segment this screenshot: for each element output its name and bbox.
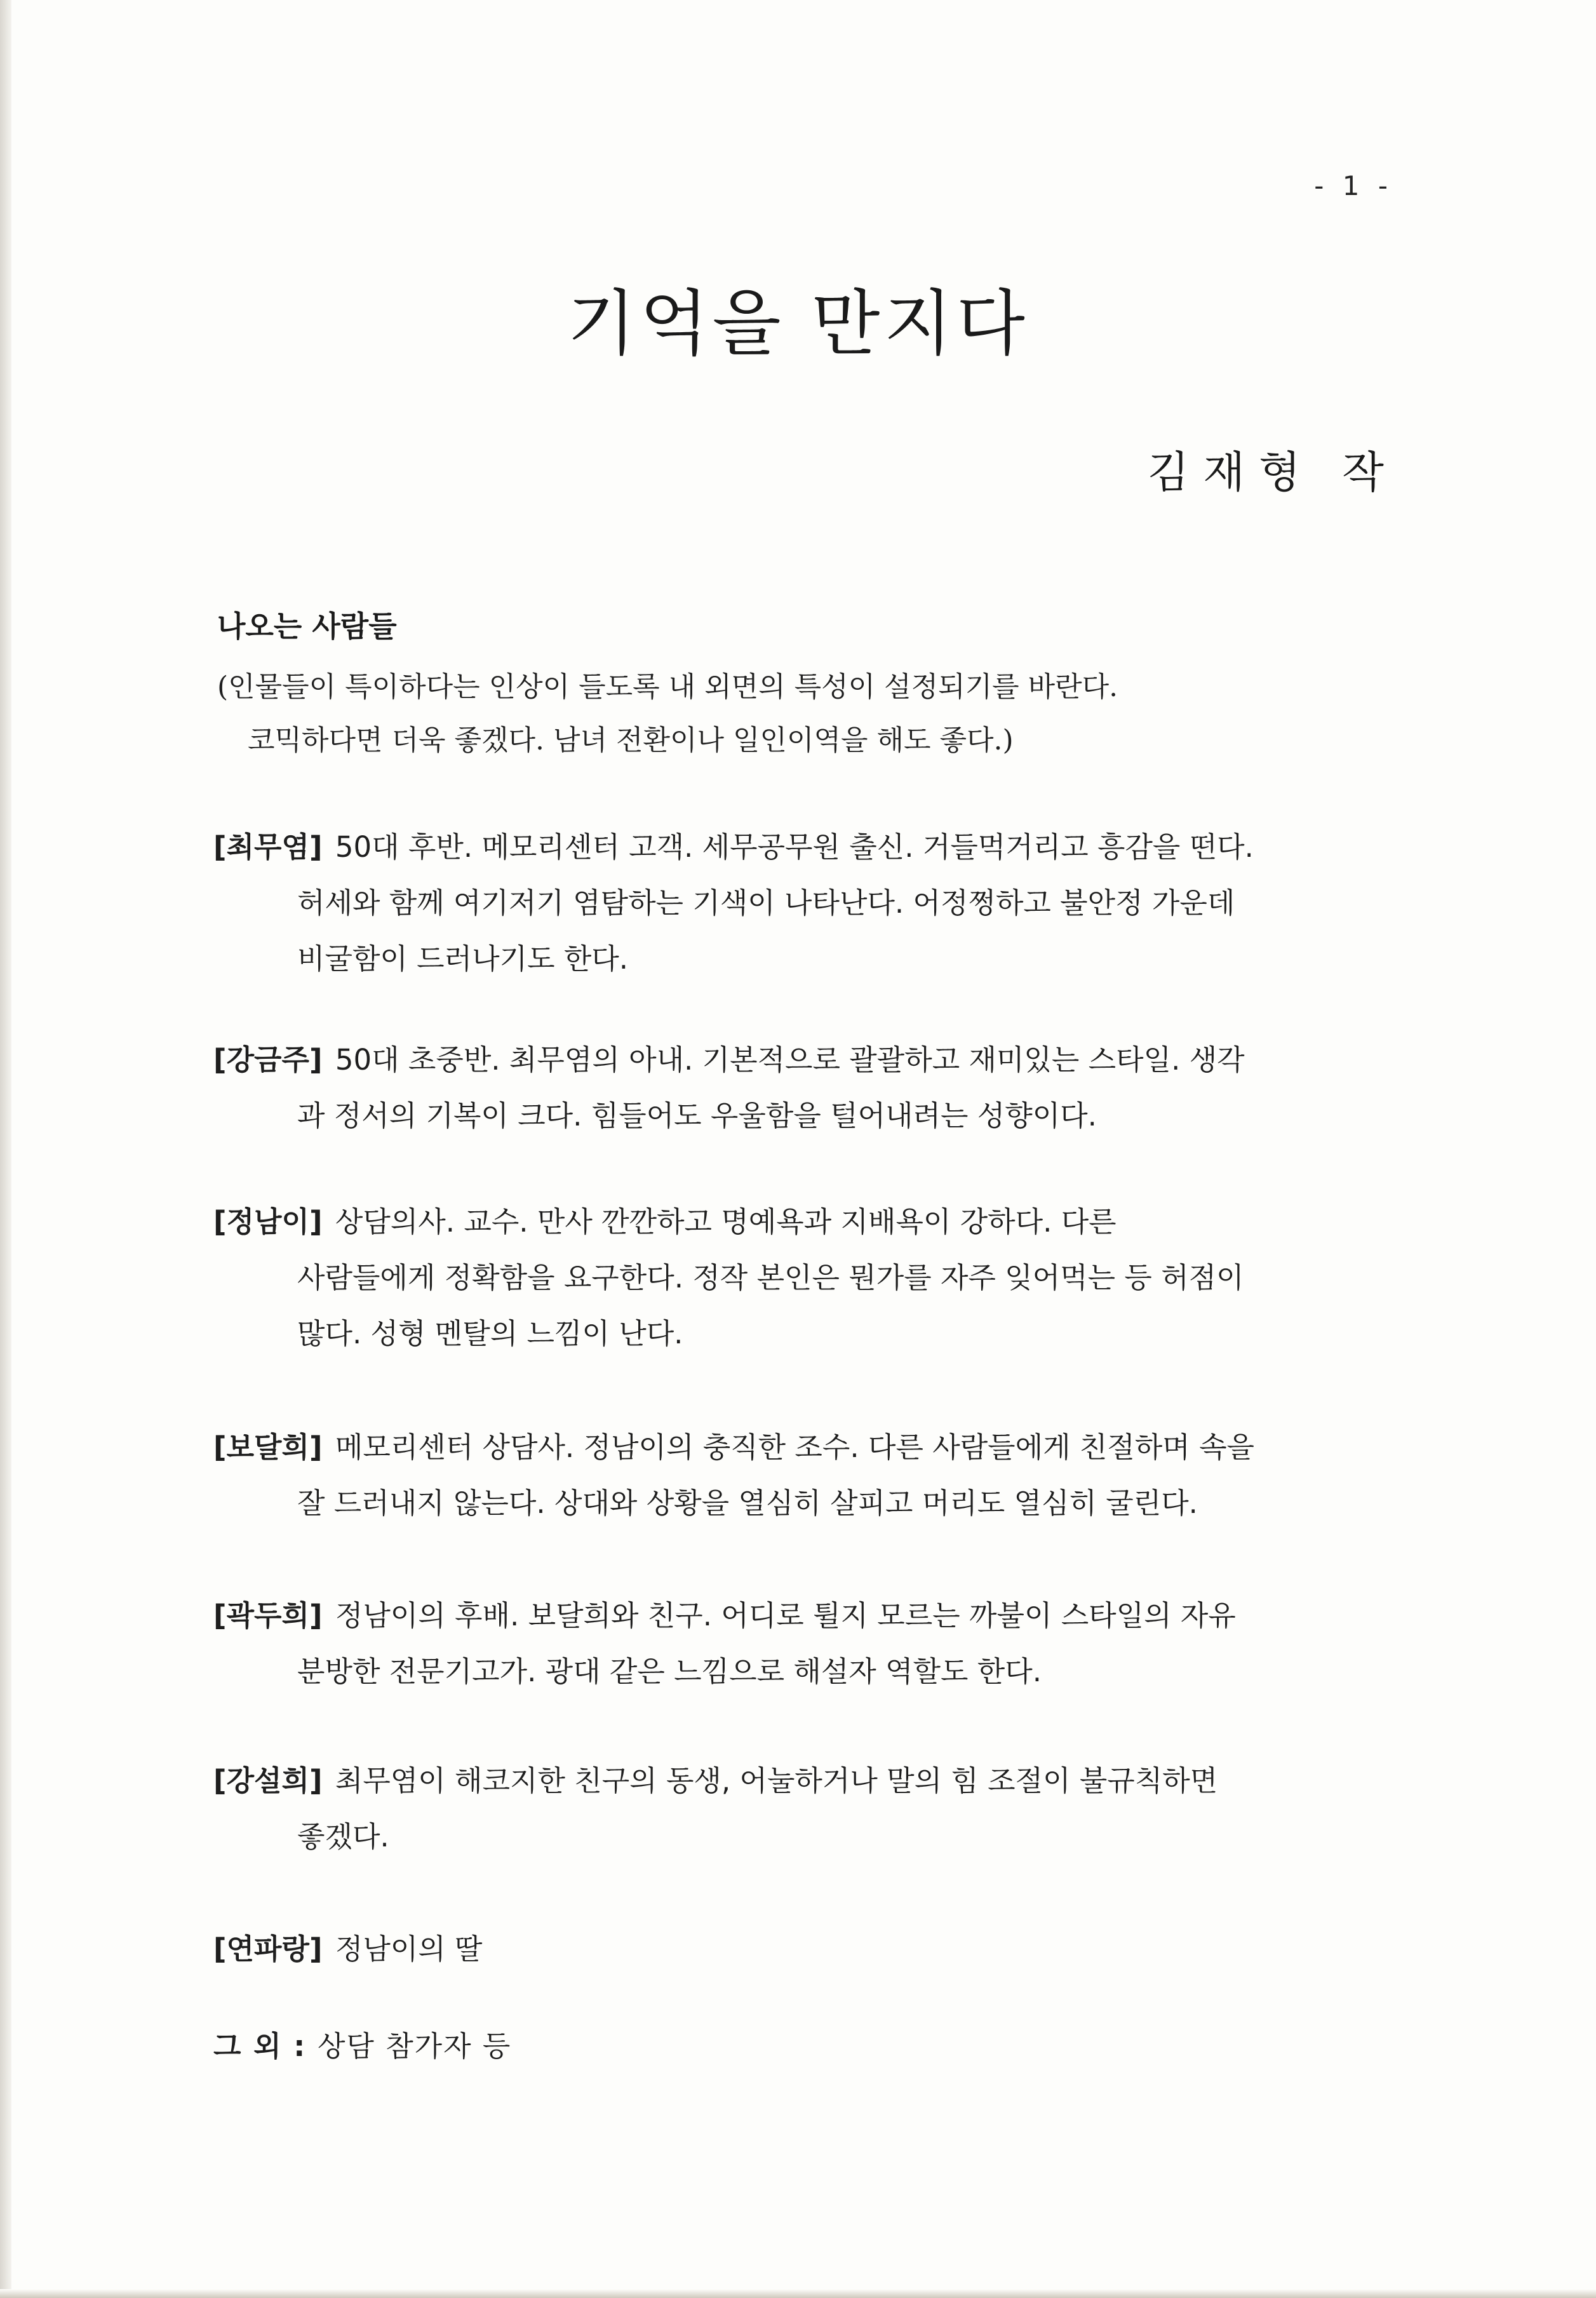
others-label: 그 외 : xyxy=(213,2029,307,2063)
character-description: 사람들에게 정확함을 요구한다. 정작 본인은 뭔가를 자주 잊어먹는 등 허점이 xyxy=(297,1261,1244,1294)
document-title: 기억을 만지다 xyxy=(567,283,1029,365)
character-name: [곽두희] xyxy=(213,1599,323,1632)
character-entry xyxy=(213,1420,1387,1531)
character-entry xyxy=(213,1588,1387,1700)
others-text: 상담 참가자 등 xyxy=(317,2029,512,2063)
character-name: [보달희] xyxy=(213,1430,323,1464)
character-description: 허세와 함께 여기저기 염탐하는 기색이 나타난다. 어정쩡하고 불안정 가운데 xyxy=(297,886,1235,920)
cast-note-line: (인물들이 특이하다는 인상이 들도록 내 외면의 특성이 설정되기를 바란다. xyxy=(217,671,1118,703)
character-description: 50대 초중반. 최무염의 아내. 기본적으로 괄괄하고 재미있는 스타일. 생각 xyxy=(335,1043,1245,1077)
character-description: 상담의사. 교수. 만사 깐깐하고 명예욕과 지배욕이 강하다. 다른 xyxy=(335,1205,1117,1239)
character-name: [연파랑] xyxy=(213,1932,323,1966)
others-line xyxy=(213,2023,511,2064)
character-name: [최무염] xyxy=(213,830,323,864)
character-name: [정남이] xyxy=(213,1205,323,1239)
character-description: 최무염이 해코지한 친구의 동생, 어눌하거나 말의 힘 조절이 불규칙하면 xyxy=(335,1764,1218,1797)
character-entry xyxy=(213,1753,1387,1865)
character-description: 분방한 전문기고가. 광대 같은 느낌으로 해설자 역할도 한다. xyxy=(297,1655,1042,1688)
character-entry xyxy=(213,1921,1387,1977)
paper-edge-bottom xyxy=(0,2289,1596,2298)
character-name: [강설희] xyxy=(213,1764,323,1797)
character-entry xyxy=(213,1032,1387,1144)
character-description: 정남이의 딸 xyxy=(335,1932,483,1966)
character-description: 좋겠다. xyxy=(297,1820,389,1853)
character-name: [강금주] xyxy=(213,1043,323,1077)
character-entry xyxy=(213,1194,1387,1362)
character-description: 50대 후반. 메모리센터 고객. 세무공무원 출신. 거들먹거리고 흥감을 떤다. xyxy=(335,830,1254,864)
cast-note xyxy=(217,661,1411,767)
character-description: 잘 드러내지 않는다. 상대와 상황을 열심히 살피고 머리도 열심히 굴린다. xyxy=(297,1486,1198,1520)
character-description: 많다. 성형 멘탈의 느낌이 난다. xyxy=(297,1317,683,1350)
character-description: 과 정서의 기복이 크다. 힘들어도 우울함을 털어내려는 성향이다. xyxy=(297,1099,1097,1132)
character-description: 비굴함이 드러나기도 한다. xyxy=(297,942,629,976)
character-description: 메모리센터 상담사. 정남이의 충직한 조수. 다른 사람들에게 친절하며 속을 xyxy=(335,1430,1255,1464)
character-description: 정남이의 후배. 보달희와 친구. 어디로 튈지 모르는 까불이 스타일의 자유 xyxy=(335,1599,1236,1632)
character-entry xyxy=(213,819,1387,987)
page-number: - 1 - xyxy=(1314,170,1393,201)
cast-note-line: 코믹하다면 더욱 좋겠다. 남녀 전환이나 일인이역을 해도 좋다.) xyxy=(248,724,1014,756)
author-line: 김재형 작 xyxy=(1147,448,1398,498)
cast-heading: 나오는 사람들 xyxy=(217,609,397,643)
